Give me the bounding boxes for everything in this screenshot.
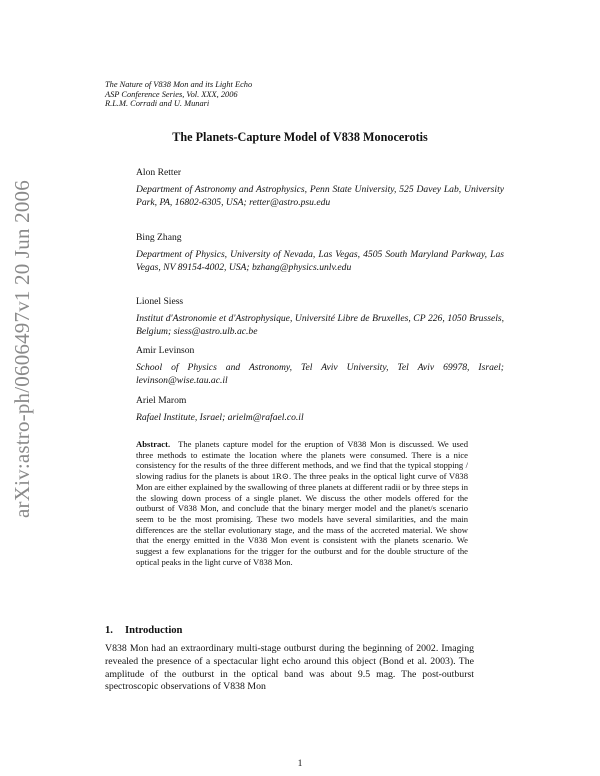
- author-name: Lionel Siess: [136, 296, 184, 307]
- section-heading: [105, 625, 182, 636]
- author-name: Amir Levinson: [136, 345, 195, 356]
- author-affiliation: Department of Physics, University of Nevada, Las Vegas, 4505 South Maryland Parkway, Las Vegas, NV 89154-4002, USA; bzhang@physics.unlv.edu: [136, 249, 504, 273]
- abstract: [136, 439, 468, 567]
- conference-header: [105, 80, 252, 109]
- arxiv-stamp: arXiv:astro-ph/0606497v1 20 Jun 2006: [10, 180, 34, 518]
- author-affiliation: Department of Astronomy and Astrophysics, Penn State University, 525 Davey Lab, University Park, PA, 16802-6305, USA; retter@astro.psu.edu: [136, 184, 504, 208]
- author-name: Alon Retter: [136, 167, 182, 178]
- author-affiliation: Rafael Institute, Israel; arielm@rafael.co.il: [136, 412, 304, 423]
- conference-line-3: R.L.M. Corradi and U. Munari: [105, 99, 210, 109]
- section-title: Introduction: [124, 625, 183, 636]
- author-name: Bing Zhang: [136, 232, 182, 243]
- author-affiliation: School of Physics and Astronomy, Tel Aviv University, Tel Aviv 69978, Israel; levinson@wise.tau.ac.il: [136, 362, 504, 386]
- author-name: Ariel Marom: [136, 395, 187, 406]
- author-affiliation: Institut d'Astronomie et d'Astrophysique, Université Libre de Bruxelles, CP 226, 1050 Brussels, Belgium; siess@astro.ulb.ac.be: [136, 313, 504, 337]
- paper-title: The Planets-Capture Model of V838 Monocerotis: [172, 130, 428, 144]
- abstract-label: Abstract.: [136, 439, 171, 449]
- abstract-text: The planets capture model for the eruption of V838 Mon is discussed. We used three methods to estimate the location where the planets were consumed. There is a nice consistency for the results of the three different methods, and we find that the typical stopping / slowing radius for the planets is about 1R⊙. The three peaks in the optical light curve of V838 Mon are either explained by the swallowing of three planets at different radii or by three steps in the slowing down process of a single planet. We discuss the other models offered for the outburst of V838 Mon, and conclude that the binary merger model and the planet/s scenario seem to be the most promising. These two models have several similarities, and the main differences are the stellar evolutionary stage, and the mass of the accreted material. We show that the energy emitted in the V838 Mon event is consistent with the planets scenario. We suggest a few explanations for the trigger for the outburst and for the double structure of the optical peaks in the light curve of V838 Mon.: [136, 439, 468, 567]
- conference-line-2: ASP Conference Series, Vol. XXX, 2006: [105, 89, 238, 99]
- intro-paragraph: V838 Mon had an extraordinary multi-stage outburst during the beginning of 2002. Imaging revealed the presence of a spectacular light echo around this object (Bond et al. 2003). The amplitude of the outburst in the optical band was about 9.5 mag. The post-outburst spectroscopic observations of V838 Mon: [105, 643, 474, 693]
- section-number: 1.: [105, 625, 113, 636]
- conference-line-1: The Nature of V838 Mon and its Light Echo: [105, 80, 253, 89]
- page-number: 1: [297, 758, 303, 769]
